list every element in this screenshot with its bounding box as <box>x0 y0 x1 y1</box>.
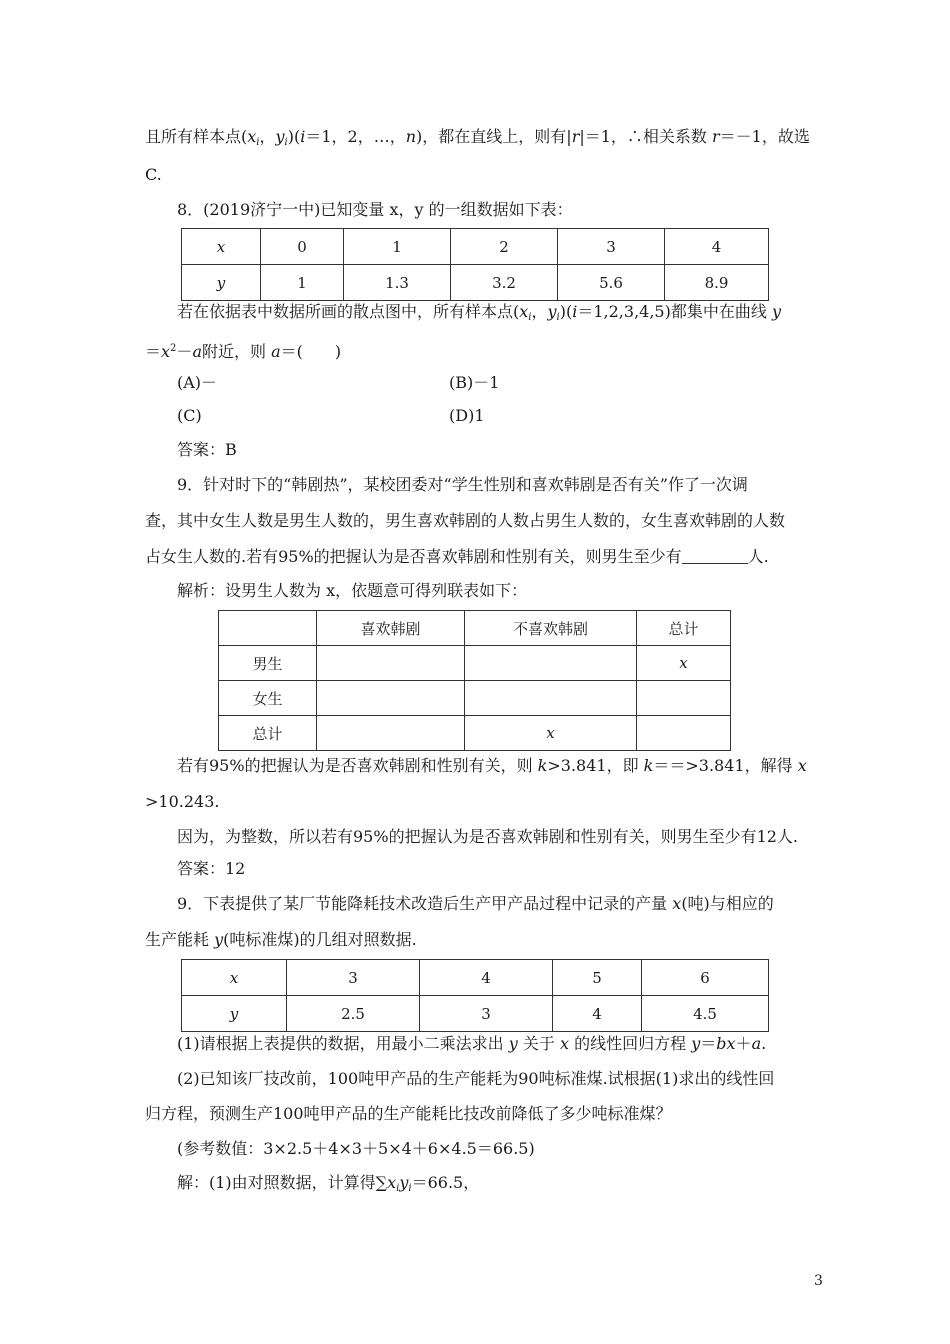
table-cell <box>637 681 731 716</box>
table-cell: 3 <box>420 996 553 1032</box>
text-line: (2)已知该厂技改前，100吨甲产品的生产能耗为90吨标准煤.试根据(1)求出的线性回 <box>177 1069 775 1088</box>
table-cell <box>465 681 637 716</box>
table-cell: 男生 <box>219 646 317 681</box>
text-line: 9．下表提供了某厂节能降耗技术改造后生产甲产品过程中记录的产量 x(吨)与相应的 <box>177 894 774 913</box>
text-line: 解析：设男生人数为 x，依题意可得列联表如下： <box>177 581 528 600</box>
text-line: 且所有样本点($x_i$，$y_i)(i=1$，2，…，n)，都在直线上，则有|r|＝1，∴相关系数 r＝－1，故选 <box>145 127 810 148</box>
text-line: 9．针对时下的“韩剧热”，某校团委对“学生性别和喜欢韩剧是否有关”作了一次调 <box>177 475 748 494</box>
table-cell: y <box>182 996 287 1032</box>
table-cell: 不喜欢韩剧 <box>465 611 637 646</box>
text-line: 生产能耗 y(吨标准煤)的几组对照数据. <box>145 930 417 949</box>
table-cell: 4.5 <box>642 996 769 1032</box>
table-cell: 0 <box>261 229 344 265</box>
answer-blank <box>682 547 748 564</box>
text-line: >10.243. <box>145 792 220 811</box>
text-line: 若在依据表中数据所画的散点图中，所有样本点($x_i$，$y_i)(i=1,2,3,4,5)$都集中在曲线 y <box>177 302 781 323</box>
table-cell: 1 <box>261 265 344 301</box>
table-cell: 总计 <box>219 716 317 751</box>
answer: 答案：B <box>177 440 237 459</box>
table-cell: x <box>465 716 637 751</box>
table-cell: 女生 <box>219 681 317 716</box>
text-line: $=x^2-a$附近，则 a＝( ) <box>145 342 342 361</box>
option-c: (C) <box>177 406 202 425</box>
table-cell: x <box>637 646 731 681</box>
text-line: C. <box>145 165 162 184</box>
table-cell <box>637 716 731 751</box>
table-cell: 3.2 <box>451 265 558 301</box>
table-cell: 2.5 <box>287 996 420 1032</box>
table-cell: 4 <box>665 229 769 265</box>
page-number: 3 <box>814 1273 823 1289</box>
table-cell: 1 <box>344 229 451 265</box>
question-8-title: 8．(2019济宁一中)已知变量 x，y 的一组数据如下表： <box>177 200 573 219</box>
table-cell: 4 <box>553 996 642 1032</box>
option-a: (A)－ <box>177 373 218 392</box>
reference-values: (参考数值：3×2.5＋4×3＋5×4＋6×4.5＝66.5) <box>177 1139 535 1158</box>
table-cell: 5.6 <box>558 265 665 301</box>
table-cell: 3 <box>287 960 420 996</box>
table-cell <box>465 646 637 681</box>
answer: 答案：12 <box>177 859 246 878</box>
option-d: (D)1 <box>449 406 485 425</box>
option-b: (B)－1 <box>449 373 500 392</box>
table-cell: 8.9 <box>665 265 769 301</box>
table-cell: 4 <box>420 960 553 996</box>
text-line: (1)请根据上表提供的数据，用最小二乘法求出 y 关于 x 的线性回归方程 y＝bx＋a. <box>177 1034 767 1053</box>
table-cell: 2 <box>451 229 558 265</box>
text-line: 若有95%的把握认为是否喜欢韩剧和性别有关，则 k>3.841，即 k＝＝>3.841，解得 x <box>177 756 807 775</box>
table-cell: 喜欢韩剧 <box>317 611 465 646</box>
table-cell: x <box>182 229 261 265</box>
table-cell: 1.3 <box>344 265 451 301</box>
table-cell: 总计 <box>637 611 731 646</box>
text-line: 查，其中女生人数是男生人数的，男生喜欢韩剧的人数占男生人数的，女生喜欢韩剧的人数 <box>145 511 786 530</box>
table-cell: 3 <box>558 229 665 265</box>
table-cell: y <box>182 265 261 301</box>
table-cell: 6 <box>642 960 769 996</box>
table-cell <box>317 681 465 716</box>
table-cell <box>317 646 465 681</box>
data-table-q9 <box>181 959 769 1032</box>
text-line: 归方程，预测生产100吨甲产品的生产能耗比技改前降低了多少吨标准煤？ <box>145 1104 672 1123</box>
table-cell: 5 <box>553 960 642 996</box>
table-cell: x <box>182 960 287 996</box>
table-cell <box>219 611 317 646</box>
table-cell <box>317 716 465 751</box>
contingency-table <box>218 610 731 751</box>
text-line: 解：(1)由对照数据，计算得$\sum x_iy_i=66.5$， <box>177 1173 480 1194</box>
data-table-q8 <box>181 228 769 301</box>
text-line: 因为，为整数，所以若有95%的把握认为是否喜欢韩剧和性别有关，则男生至少有12人. <box>177 827 799 846</box>
text-line: 占女生人数的.若有95%的把握认为是否喜欢韩剧和性别有关，则男生至少有 人. <box>145 547 769 566</box>
